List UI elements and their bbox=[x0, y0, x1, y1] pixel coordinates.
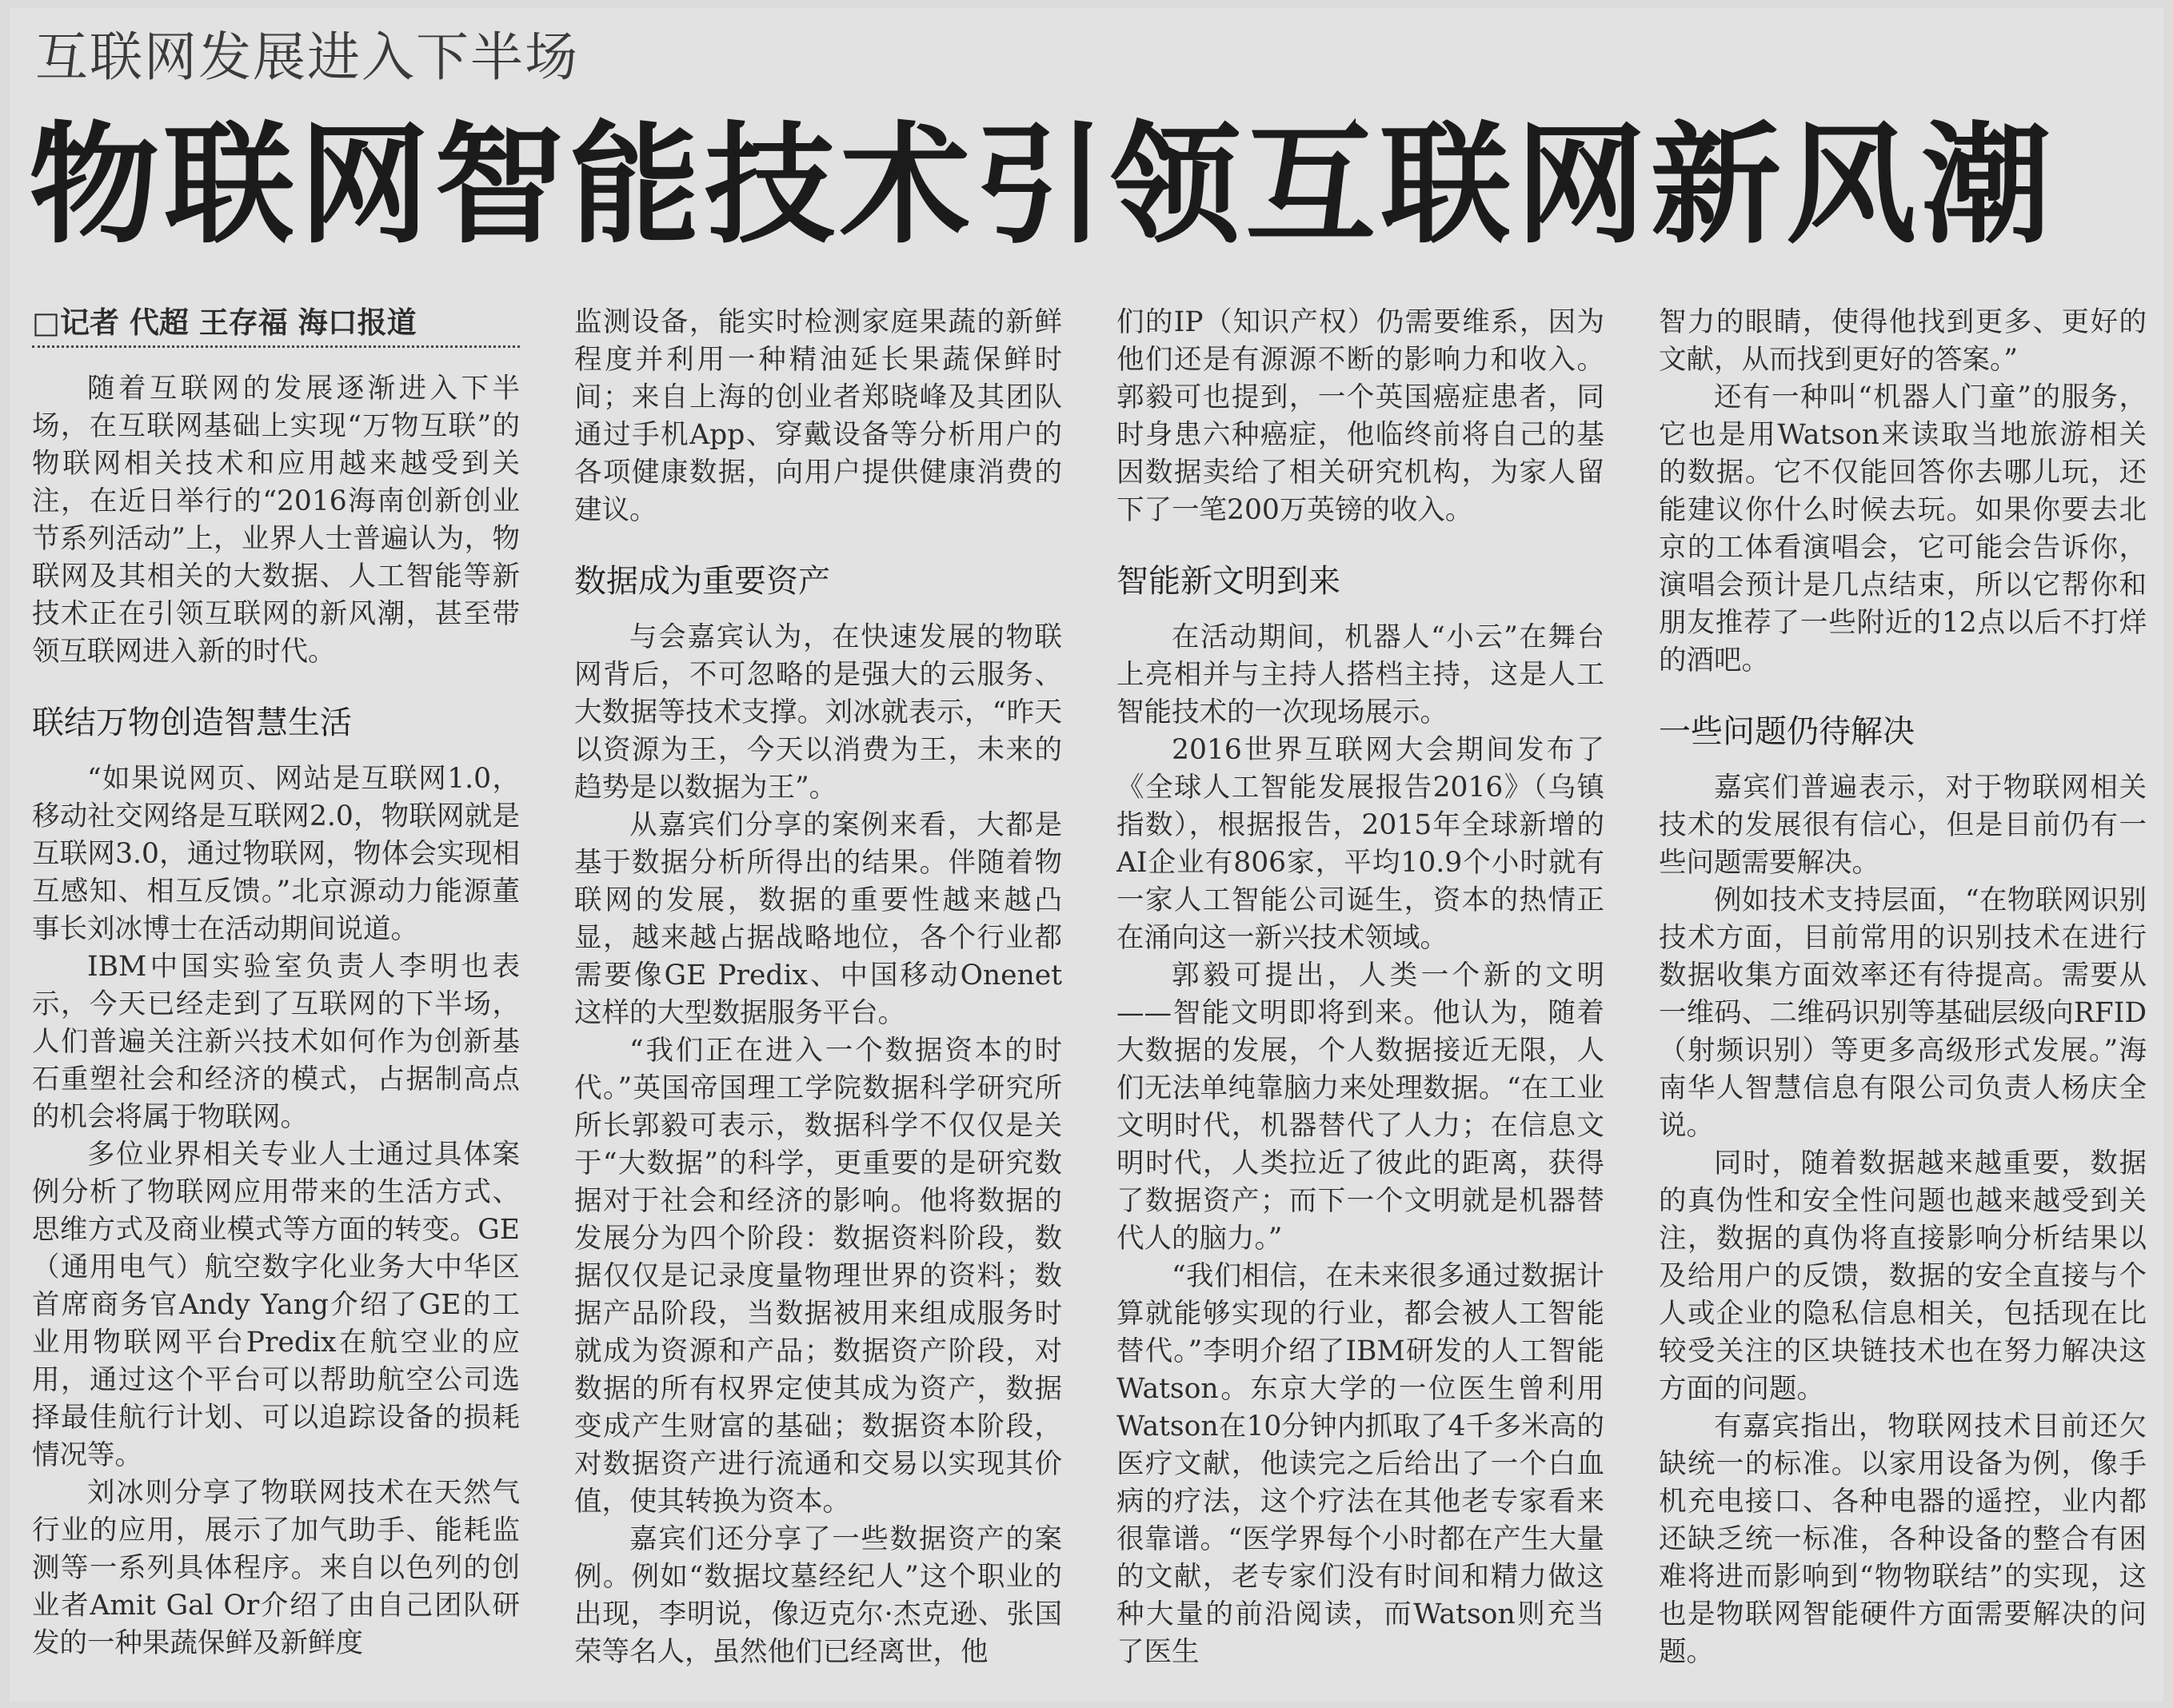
paragraph: “我们相信，在未来很多通过数据计算就能够实现的行业，都会被人工智能替代。”李明介绍了IBM研发的人工智能Watson。东京大学的一位医生曾利用Watson在10分钟内抓取了4千多米高的医疗文献，他读完之后给出了一个白血病的疗法，这个疗法在其他老专家看来很靠谱。“医学界每个小时都在产生大量的文献，老专家们没有时间和精力做这种大量的前沿阅读，而Watson则充当了医生 bbox=[1116, 1260, 1604, 1668]
paragraph: 从嘉宾们分享的案例来看，大都是基于数据分析所得出的结果。伴随着物联网的发展，数据的重要性越来越凸显，越来越占据战略地位，各个行业都需要像GE Predix、中国移动Onenet这样的大型数据服务平台。 bbox=[574, 809, 1062, 1029]
paragraph: 刘冰则分享了物联网技术在天然气行业的应用，展示了加气助手、能耗监测等一系列具体程序。来自以色列的创业者Amit Gal Or介绍了由自己团队研发的一种果蔬保鲜及新鲜度 bbox=[32, 1477, 520, 1659]
paragraph: 例如技术支持层面，“在物联网识别技术方面，目前常用的识别技术在进行数据收集方面效率还有待提高。需要从一维码、二维码识别等基础层级向RFID（射频识别）等更多高级形式发展。”海南华人智慧信息有限公司负责人杨庆全说。 bbox=[1659, 884, 2147, 1142]
article-column-2 bbox=[574, 304, 1062, 1671]
paragraph: 郭毅可提出，人类一个新的文明——智能文明即将到来。他认为，随着大数据的发展，个人数据接近无限，人们无法单纯靠脑力来处理数据。“在工业文明时代，机器替代了人力；在信息文明时代，人类拉近了彼此的距离，获得了数据资产；而下一个文明就是机器替代人的脑力。” bbox=[1116, 960, 1604, 1255]
paragraph: 智力的眼睛，使得他找到更多、更好的文献，从而找到更好的答案。” bbox=[1659, 306, 2147, 376]
byline: □记者 代超 王存福 海口报道 bbox=[32, 304, 520, 348]
section-heading: 联结万物创造智慧生活 bbox=[32, 704, 352, 741]
article-column-1 bbox=[32, 304, 520, 1662]
paragraph: 在活动期间，机器人“小云”在舞台上亮相并与主持人搭档主持，这是人工智能技术的一次现场展示。 bbox=[1116, 621, 1604, 728]
section-heading: 数据成为重要资产 bbox=[574, 563, 830, 600]
paragraph: “我们正在进入一个数据资本的时代。”英国帝国理工学院数据科学研究所所长郭毅可表示，数据科学不仅仅是关于“大数据”的科学，更重要的是研究数据对于社会和经济的影响。他将数据的发展分为四个阶段：数据资料阶段，数据仅仅是记录度量物理世界的资料；数据产品阶段，当数据被用来组成服务时就成为资源和产品；数据资产阶段，对数据的所有权界定使其成为资产，数据变成产生财富的基础；数据资本阶段，对数据资产进行流通和交易以实现其价值，使其转换为资本。 bbox=[574, 1035, 1062, 1518]
article-column-4 bbox=[1659, 304, 2147, 1671]
paragraph: IBM中国实验室负责人李明也表示，今天已经走到了互联网的下半场，人们普遍关注新兴技术如何作为创新基石重塑社会和经济的模式，占据制高点的机会将属于物联网。 bbox=[32, 951, 520, 1133]
paragraph: 有嘉宾指出，物联网技术目前还欠缺统一的标准。以家用设备为例，像手机充电接口、各种电器的遥控，业内都还缺乏统一标准，各种设备的整合有困难将进而影响到“物物联结”的实现，这也是物联网智能硬件方面需要解决的问题。 bbox=[1659, 1411, 2147, 1668]
paragraph: 随着互联网的发展逐渐进入下半场，在互联网基础上实现“万物互联”的物联网相关技术和应用越来越受到关注，在近日举行的“2016海南创新创业节系列活动”上，业界人士普遍认为，物联网及其相关的大数据、人工智能等新技术正在引领互联网的新风潮，甚至带领互联网进入新的时代。 bbox=[32, 373, 520, 668]
paragraph: 2016世界互联网大会期间发布了《全球人工智能发展报告2016》（乌镇指数），根据报告，2015年全球新增的AI企业有806家，平均10.9个小时就有一家人工智能公司诞生，资本的热情正在涌向这一新兴技术领域。 bbox=[1116, 734, 1604, 954]
paragraph: 还有一种叫“机器人门童”的服务，它也是用Watson来读取当地旅游相关的数据。它不仅能回答你去哪儿玩，还能建议你什么时候去玩。如果你要去北京的工体看演唱会，它可能会告诉你，演唱会预计是几点结束，所以它帮你和朋友推荐了一些附近的12点以后不打烊的酒吧。 bbox=[1659, 381, 2147, 676]
paragraph: 与会嘉宾认为，在快速发展的物联网背后，不可忽略的是强大的云服务、大数据等技术支撑。刘冰就表示，“昨天以资源为王，今天以消费为王，未来的趋势是以数据为王”。 bbox=[574, 621, 1062, 804]
paragraph: 嘉宾们还分享了一些数据资产的案例。例如“数据坟墓经纪人”这个职业的出现，李明说，像迈克尔·杰克逊、张国荣等名人，虽然他们已经离世，他 bbox=[574, 1523, 1062, 1668]
paragraph: “如果说网页、网站是互联网1.0，移动社交网络是互联网2.0，物联网就是互联网3.0，通过物联网，物体会实现相互感知、相互反馈。”北京源动力能源董事长刘冰博士在活动期间说道。 bbox=[32, 763, 520, 945]
paragraph: 同时，随着数据越来越重要，数据的真伪性和安全性问题也越来越受到关注，数据的真伪将直接影响分析结果以及给用户的反馈，数据的安全直接与个人或企业的隐私信息相关，包括现在比较受关注的区块链技术也在努力解决这方面的问题。 bbox=[1659, 1147, 2147, 1405]
paragraph: 们的IP（知识产权）仍需要维系，因为他们还是有源源不断的影响力和收入。郭毅可也提到，一个英国癌症患者，同时身患六种癌症，他临终前将自己的基因数据卖给了相关研究机构，为家人留下了一笔200万英镑的收入。 bbox=[1116, 306, 1604, 526]
paragraph: 嘉宾们普遍表示，对于物联网相关技术的发展很有信心，但是目前仍有一些问题需要解决。 bbox=[1659, 772, 2147, 879]
paragraph: 多位业界相关专业人士通过具体案例分析了物联网应用带来的生活方式、思维方式及商业模式等方面的转变。GE（通用电气）航空数字化业务大中华区首席商务官Andy Yang介绍了GE的工业用物联网平台Predix在航空业的应用，通过这个平台可以帮助航空公司选择最佳航行计划、可以追踪设备的损耗情况等。 bbox=[32, 1139, 520, 1471]
article-column-3 bbox=[1116, 304, 1604, 1671]
paragraph: 监测设备，能实时检测家庭果蔬的新鲜程度并利用一种精油延长果蔬保鲜时间；来自上海的创业者郑晓峰及其团队通过手机App、穿戴设备等分析用户的各项健康数据，向用户提供健康消费的建议。 bbox=[574, 306, 1062, 526]
section-heading: 智能新文明到来 bbox=[1116, 563, 1340, 600]
kicker-subtitle: 互联网发展进入下半场 bbox=[35, 26, 579, 88]
main-headline: 物联网智能技术引领互联网新风潮 bbox=[29, 110, 2057, 261]
section-heading: 一些问题仍待解决 bbox=[1659, 713, 1915, 750]
